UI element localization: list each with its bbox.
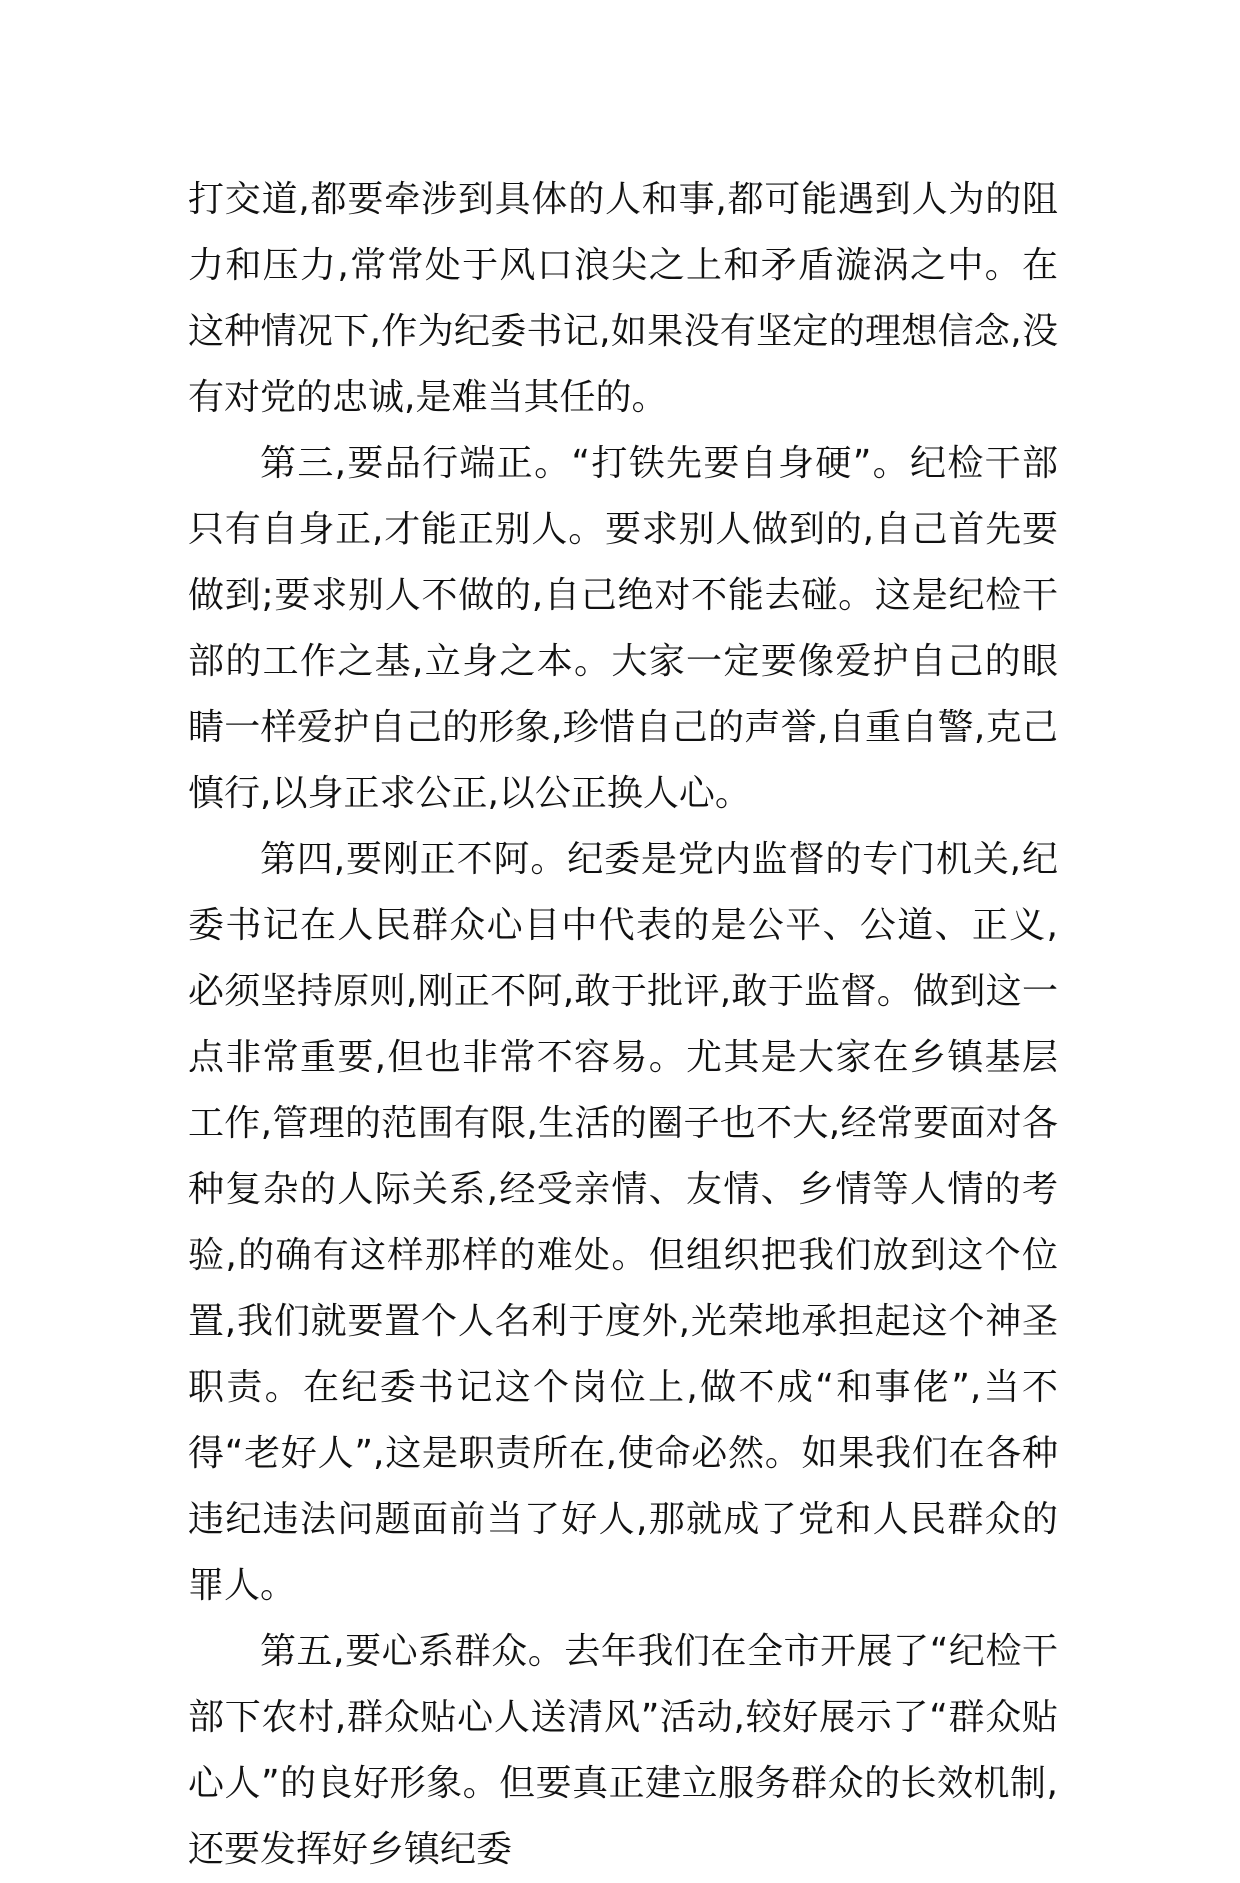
paragraph-continuation: 打交道,都要牵涉到具体的人和事,都可能遇到人为的阻力和压力,常常处于风口浪尖之上和矛盾漩涡之中。在这种情况下,作为纪委书记,如果没有坚定的理想信念,没有对党的忠诚,是难当其任的。	[188, 179, 1058, 418]
paragraph-third-point: 第三,要品行端正。“打铁先要自身硬”。纪检干部只有自身正,才能正别人。要求别人做到的,自己首先要做到;要求别人不做的,自己绝对不能去碰。这是纪检干部的工作之基,立身之本。大家一定要像爱护自己的眼睛一样爱护自己的形象,珍惜自己的声誉,自重自警,克己慎行,以身正求公正,以公正换人心。	[188, 443, 1058, 814]
paragraph-fifth-point: 第五,要心系群众。去年我们在全市开展了“纪检干部下农村,群众贴心人送清风”活动,较好展示了“群众贴心人”的良好形象。但要真正建立服务群众的长效机制,还要发挥好乡镇纪委	[188, 1631, 1058, 1870]
paragraph-fourth-point: 第四,要刚正不阿。纪委是党内监督的专门机关,纪委书记在人民群众心目中代表的是公平、公道、正义,必须坚持原则,刚正不阿,敢于批评,敢于监督。做到这一点非常重要,但也非常不容易。尤其是大家在乡镇基层工作,管理的范围有限,生活的圈子也不大,经常要面对各种复杂的人际关系,经受亲情、友情、乡情等人情的考验,的确有这样那样的难处。但组织把我们放到这个位置,我们就要置个人名利于度外,光荣地承担起这个神圣职责。在纪委书记这个岗位上,做不成“和事佬”,当不得“老好人”,这是职责所在,使命必然。如果我们在各种违纪违法问题面前当了好人,那就成了党和人民群众的罪人。	[188, 839, 1058, 1606]
document-body	[188, 167, 1058, 1883]
